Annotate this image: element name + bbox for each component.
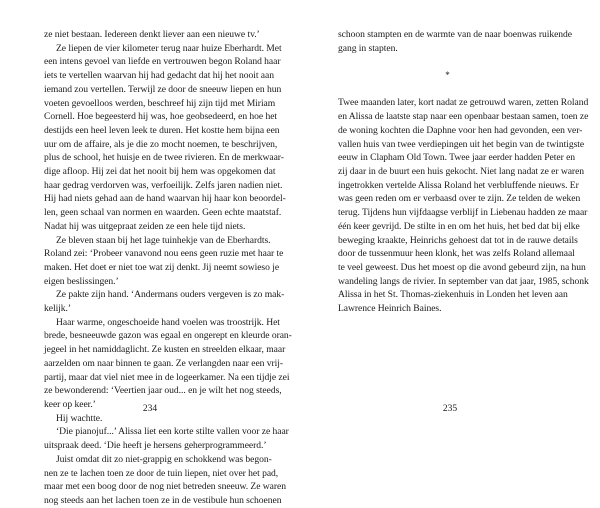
text-line: kelijk.’ bbox=[44, 303, 72, 315]
text-line: len, geen schaal van normen en waarden. Geen echte maatstaf. bbox=[44, 207, 282, 219]
text-line: eeuw in Clapham Old Town. Twee jaar eerder hadden Peter en bbox=[338, 152, 576, 164]
left-page-text bbox=[44, 28, 292, 508]
text-line: dige afloop. Hij zei dat het nooit bij hem was opgekomen dat bbox=[44, 166, 276, 178]
text-line: een intens gevoel van liefde en vertrouwen begon Roland haar bbox=[44, 56, 281, 68]
text-line: was geen reden om er verbaasd over te zijn. Ze telden de weken bbox=[338, 193, 581, 205]
text-line: Cornell. Hoe begeesterd hij was, hoe geobsedeerd, en hoe het bbox=[44, 111, 278, 123]
text-line: Ze liepen de vier kilometer terug naar huize Eberhardt. Met bbox=[56, 42, 282, 54]
text-line: beweging kraakte, Heinrichs gehoest dat tot in de rauwe details bbox=[338, 234, 578, 246]
text-line: iets te vertellen waarvan hij had gedacht dat hij het nooit aan bbox=[44, 70, 274, 82]
text-line: Hij had niets gehad aan de hand waarvan hij haar kon beoordel- bbox=[44, 193, 286, 205]
right-page bbox=[300, 0, 600, 440]
text-line: destijds een heel leven leek te duren. Het kostte hem bijna een bbox=[44, 124, 280, 136]
text-line: Twee maanden later, kort nadat ze getrouwd waren, zetten Roland bbox=[338, 97, 589, 109]
text-line: brede, besneeuwde gazon was egaal en ongerept en kleurde oran- bbox=[44, 330, 292, 342]
text-line: één keer gevrijd. De stilte in en om het huis, het bed dat bij elke bbox=[338, 220, 580, 232]
text-line: wandeling langs de rivier. In september van dat jaar, 1985, schonk bbox=[338, 275, 589, 287]
text-line: aarzelden om naar binnen te gaan. Ze verlangden naar een vrij- bbox=[44, 357, 284, 369]
text-line: en Alissa de laatste stap naar een openbaar bestaan samen, toen ze bbox=[338, 111, 589, 123]
right-page-text bbox=[338, 28, 589, 316]
page-number-left: 234 bbox=[142, 404, 158, 414]
text-line: Lawrence Heinrich Baines. bbox=[338, 303, 442, 315]
text-line: jegeel in het namiddaglicht. Ze kusten en streelden elkaar, maar bbox=[44, 344, 286, 356]
page-number-right: 235 bbox=[442, 404, 458, 414]
text-line: zij daar in de buurt een huis gekocht. Niet lang nadat ze er waren bbox=[338, 165, 585, 177]
text-line: Ze bleven staan bij het lage tuinhekje van de Eberhardts. bbox=[56, 234, 271, 246]
text-line: Nadat hij was uitgepraat zeiden ze een hele tijd niets. bbox=[44, 220, 246, 232]
section-break: * bbox=[445, 70, 450, 81]
text-line: gang in stapten. bbox=[338, 42, 398, 54]
text-line: partij, maar dat viel niet mee in de logeerkamer. Na een tijdje zei bbox=[44, 371, 290, 383]
text-line: haar gedrag verdorven was, verfoeilijk. Zelfs jaren nadien niet. bbox=[44, 179, 283, 191]
text-line: Hij wachtte. bbox=[56, 412, 103, 424]
text-line: ze niet bestaan. Iedereen denkt liever aan een nieuwe tv.’ bbox=[44, 29, 260, 40]
text-line: plus de school, het huisje en de twee rivieren. En de merkwaar- bbox=[44, 152, 284, 164]
text-line: vallen huis van twee verdiepingen uit het begin van de twintigste bbox=[338, 138, 585, 150]
text-line: te veel geweest. Dus het moest op die avond gebeurd zijn, na hun bbox=[338, 261, 586, 273]
text-line: ze bewonderend: ‘Veertien jaar oud... en je wilt het nog steeds, bbox=[44, 385, 282, 397]
text-line: Alissa in het St. Thomas-ziekenhuis in Londen het leven aan bbox=[338, 289, 568, 301]
text-line: ingetrokken vertelde Alissa Roland het verbluffende nieuws. Er bbox=[338, 179, 579, 191]
text-line: voeten gevoelloos werden, beschreef hij zijn tijd met Miriam bbox=[44, 97, 276, 109]
paragraph-continued bbox=[338, 28, 572, 55]
text-line: eigen beslissingen.’ bbox=[44, 275, 119, 287]
text-line: terug. Tijdens hun vijfdaagse verblijf in Liebenau hadden ze maar bbox=[338, 207, 588, 219]
text-line: iemand zou vertellen. Terwijl ze door de sneeuw liepen en hun bbox=[44, 83, 282, 95]
text-line: nog steeds aan het lachen toen ze in de vestibule hun schoenen bbox=[44, 494, 282, 506]
text-line: schoon stampten en de warmte van de naar boenwas ruikende bbox=[338, 29, 572, 40]
text-line: maken. Het doet er niet toe wat zij denkt. Jij neemt sowieso je bbox=[44, 261, 280, 273]
text-line: maar met een boog door de nog niet betreden sneeuw. Ze waren bbox=[44, 481, 286, 493]
text-line: Roland zei: ‘Probeer vanavond nou eens geen ruzie met haar te bbox=[44, 248, 284, 260]
text-line: de woning kochten die Daphne voor hen had gevonden, een ver- bbox=[338, 124, 583, 136]
text-line: Haar warme, ongeschoeide hand voelen was troostrijk. Het bbox=[56, 316, 280, 328]
text-line: ‘Die pianojuf...’ Alissa liet een korte stilte vallen voor ze haar bbox=[56, 426, 289, 438]
text-line: nen ze te lachen toen ze door de tuin liepen, niet over het pad, bbox=[44, 467, 279, 479]
text-line: keer op keer.’ bbox=[44, 398, 96, 410]
text-line: door de tussenmuur heen klonk, het was zelfs Roland allemaal bbox=[338, 248, 575, 260]
text-line: Ze pakte zijn hand. ‘Andermans ouders vergeven is zo mak- bbox=[56, 289, 285, 301]
text-line: uitspraak deed. ‘Die heeft je hersens geherprogrammeerd.’ bbox=[44, 440, 267, 452]
text-line: uur om de affaire, als je die zo mocht noemen, te beschrijven, bbox=[44, 138, 278, 150]
left-page bbox=[0, 0, 300, 506]
paragraph-new-section bbox=[338, 96, 589, 315]
text-line: Juist omdat dit zo niet-grappig en schokkend was begon- bbox=[56, 453, 272, 465]
